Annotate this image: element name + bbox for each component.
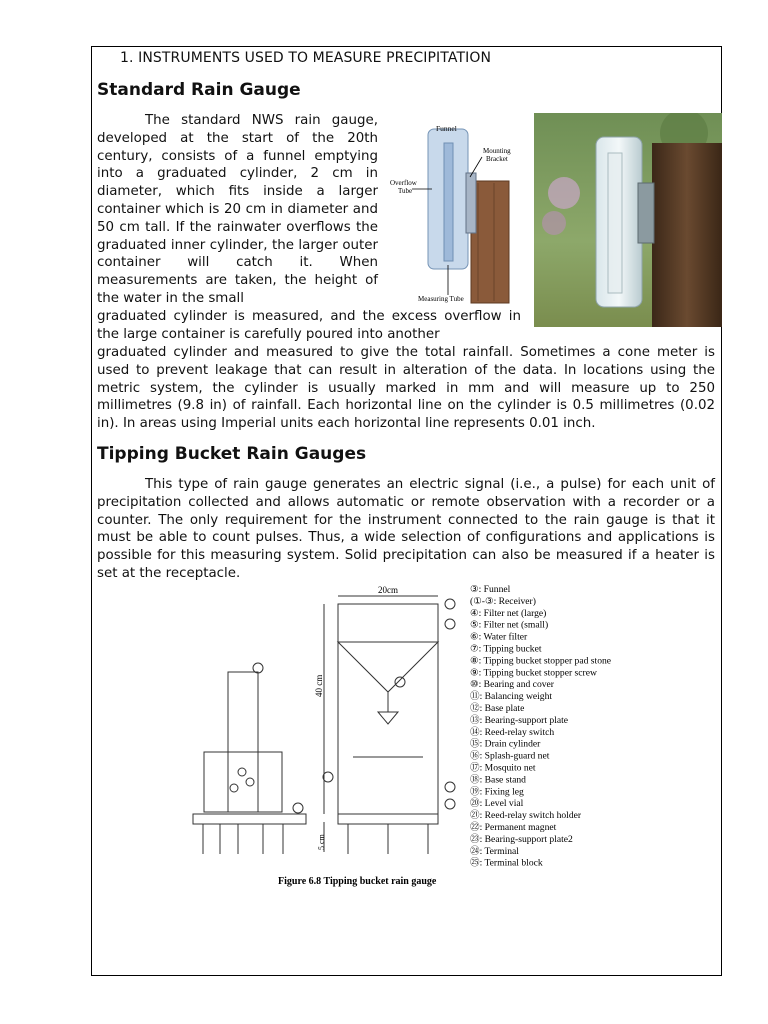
figure-legend [470,584,611,869]
section-heading: 1. INSTRUMENTS USED TO MEASURE PRECIPITATION [120,50,492,66]
standard-rain-gauge-title: Standard Rain Gauge [97,80,301,100]
legend-item: ④: Filter net (large) [470,607,547,619]
legend-item: ⑮: Drain cylinder [470,738,541,750]
legend-item: ⑦: Tipping bucket [470,643,542,655]
standard-paragraph-part3: graduated cylinder and measured to give the total rainfall. Sometimes a cone meter is used to prevent leakage that can result in alteration of the data. In locations using the metric system, the cylinder is usually marked in mm and will measure up to 250 millimetres (9.8 in) of rainfall. Each horizontal line on the cylinder is 0.5 millimetres (0.02 in). In areas using Imperial units each horizontal line represents 0.01 inch. [97,345,715,432]
dim-20cm: 20cm [378,585,398,595]
legend-item: ⑰: Mosquito net [470,762,536,774]
legend-item: ⑯: Splash-guard net [470,750,550,762]
dim-5cm: 5 cm [317,834,326,850]
label-tube: Tube [398,187,413,195]
legend-item: ⑬: Bearing-support plate [470,714,569,726]
label-measuring-tube: Measuring Tube [418,295,464,303]
figure-caption: Figure 6.8 Tipping bucket rain gauge [278,876,437,887]
tipping-bucket-figure [188,582,628,890]
legend-item: ⑫: Base plate [470,703,525,714]
label-mounting: Mounting [483,147,511,155]
legend-item: ⑨: Tipping bucket stopper screw [470,667,597,679]
label-funnel: Funnel [436,124,457,133]
legend-item: ⑲: Fixing leg [470,786,524,798]
dim-40cm: 40 cm [314,674,324,697]
legend-item: ⑥: Water filter [470,631,528,643]
legend-item: ㉑: Reed-relay switch holder [470,810,582,822]
legend-item: ⑩: Bearing and cover [470,679,554,691]
legend-item: ⑪: Balancing weight [470,691,553,703]
legend-item: ⑱: Base stand [470,774,526,786]
legend-item: ⑳: Level vial [470,798,524,810]
label-bracket: Bracket [486,155,508,163]
legend-item: ㉓: Bearing-support plate2 [470,833,573,845]
tipping-paragraph: This type of rain gauge generates an electric signal (i.e., a pulse) for each unit of precipitation collected and allows automatic or remote observation with a recorder or a counter. The only requirement for the instrument connected to the rain gauge is that it must be able to count pulses. Thus, a wide selection of configurations and applications is possible for this measuring system. Solid precipitation can also be measured if a heater is set at the receptacle. [97,477,715,581]
legend-item: ㉕: Terminal block [470,857,543,869]
legend-item: ⑤: Filter net (small) [470,619,549,631]
standard-gauge-diagram [388,113,516,305]
legend-item: ㉔: Terminal [470,845,519,857]
standard-paragraph-part2: graduated cylinder is measured, and the excess overflow in the large container is carefully poured into another [97,309,521,342]
legend-item: ⑧: Tipping bucket stopper pad stone [470,655,612,667]
legend-item: (①-③: Receiver) [470,595,536,607]
legend-item: ㉒: Permanent magnet [470,822,557,833]
rain-gauge-photo [534,113,722,327]
tipping-bucket-title: Tipping Bucket Rain Gauges [97,444,367,464]
label-overflow: Overflow [390,179,417,187]
legend-item: ③: Funnel [470,584,511,595]
standard-paragraph-part1: The standard NWS rain gauge, developed at the start of the 20th century, consists of a funnel emptying into a graduated cylinder, 2 cm in diameter, which fits inside a larger container which is 20 cm in diameter and 50 cm tall. If the rainwater overflows the graduated inner cylinder, the larger outer container will catch it. When measurements are taken, the height of the water in the small [97,113,378,306]
legend-item: ⑭: Reed-relay switch [470,726,555,738]
